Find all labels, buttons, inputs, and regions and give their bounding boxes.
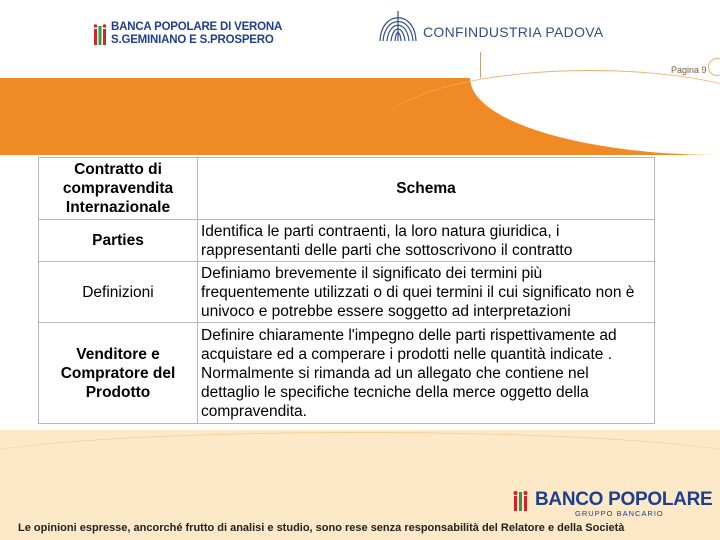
- footer-brand-sub: GRUPPO BANCARIO: [575, 509, 664, 518]
- confindustria-padova-logo: [377, 4, 604, 46]
- logo-right-text: CONFINDUSTRIA PADOVA: [423, 24, 604, 40]
- table-header-right: Schema: [198, 158, 655, 220]
- footer-wave: [0, 432, 720, 493]
- banca-popolare-verona-logo: [83, 5, 298, 62]
- page-label: Pagina 9: [671, 65, 707, 75]
- confindustria-emblem-icon: [377, 5, 419, 45]
- banco-popolare-emblem-icon: [512, 489, 532, 511]
- table-header-left: Contratto di compravendita Internazionale: [39, 158, 198, 220]
- row-term: Definizioni: [39, 262, 198, 323]
- row-term: Venditore e Compratore del Prodotto: [39, 323, 198, 424]
- footer-brand: BANCO POPOLARE: [535, 489, 713, 510]
- table-row: [39, 262, 655, 323]
- footer-disclaimer: Le opinioni espresse, ancorché frutto di analisi e studio, sono rese senza responsabilità del Relatore e della Società: [18, 522, 625, 534]
- row-description: Definire chiaramente l'impegno delle parti rispettivamente ad acquistare ed a comperare i prodotti nelle quantità indicate . Normalmente si rimanda ad un allegato che contiene nel dettaglio le specifiche tecniche della merce oggetto della compravendita.: [198, 323, 655, 424]
- row-description: Identifica le parti contraenti, la loro natura giuridica, i rappresentanti delle parti che sottoscrivono il contratto: [198, 220, 655, 262]
- bpv-emblem-icon: [93, 23, 107, 45]
- table-row: [39, 220, 655, 262]
- row-description: Definiamo brevemente il significato dei termini più frequentemente utilizzati o di quei termini il cui significato non è univoco e potrebbe essere soggetto ad interpretazioni: [198, 262, 655, 323]
- header-divider: [480, 52, 481, 78]
- logo-left-line1: BANCA POPOLARE DI VERONA: [111, 20, 283, 33]
- table-row: [39, 323, 655, 424]
- banco-popolare-logo: [512, 489, 712, 511]
- contract-schema-table: [38, 157, 655, 424]
- page-marker-icon: [708, 58, 720, 76]
- logo-left-line2: S.GEMINIANO E S.PROSPERO: [111, 33, 274, 46]
- table-header-row: [39, 158, 655, 220]
- row-term: Parties: [39, 220, 198, 262]
